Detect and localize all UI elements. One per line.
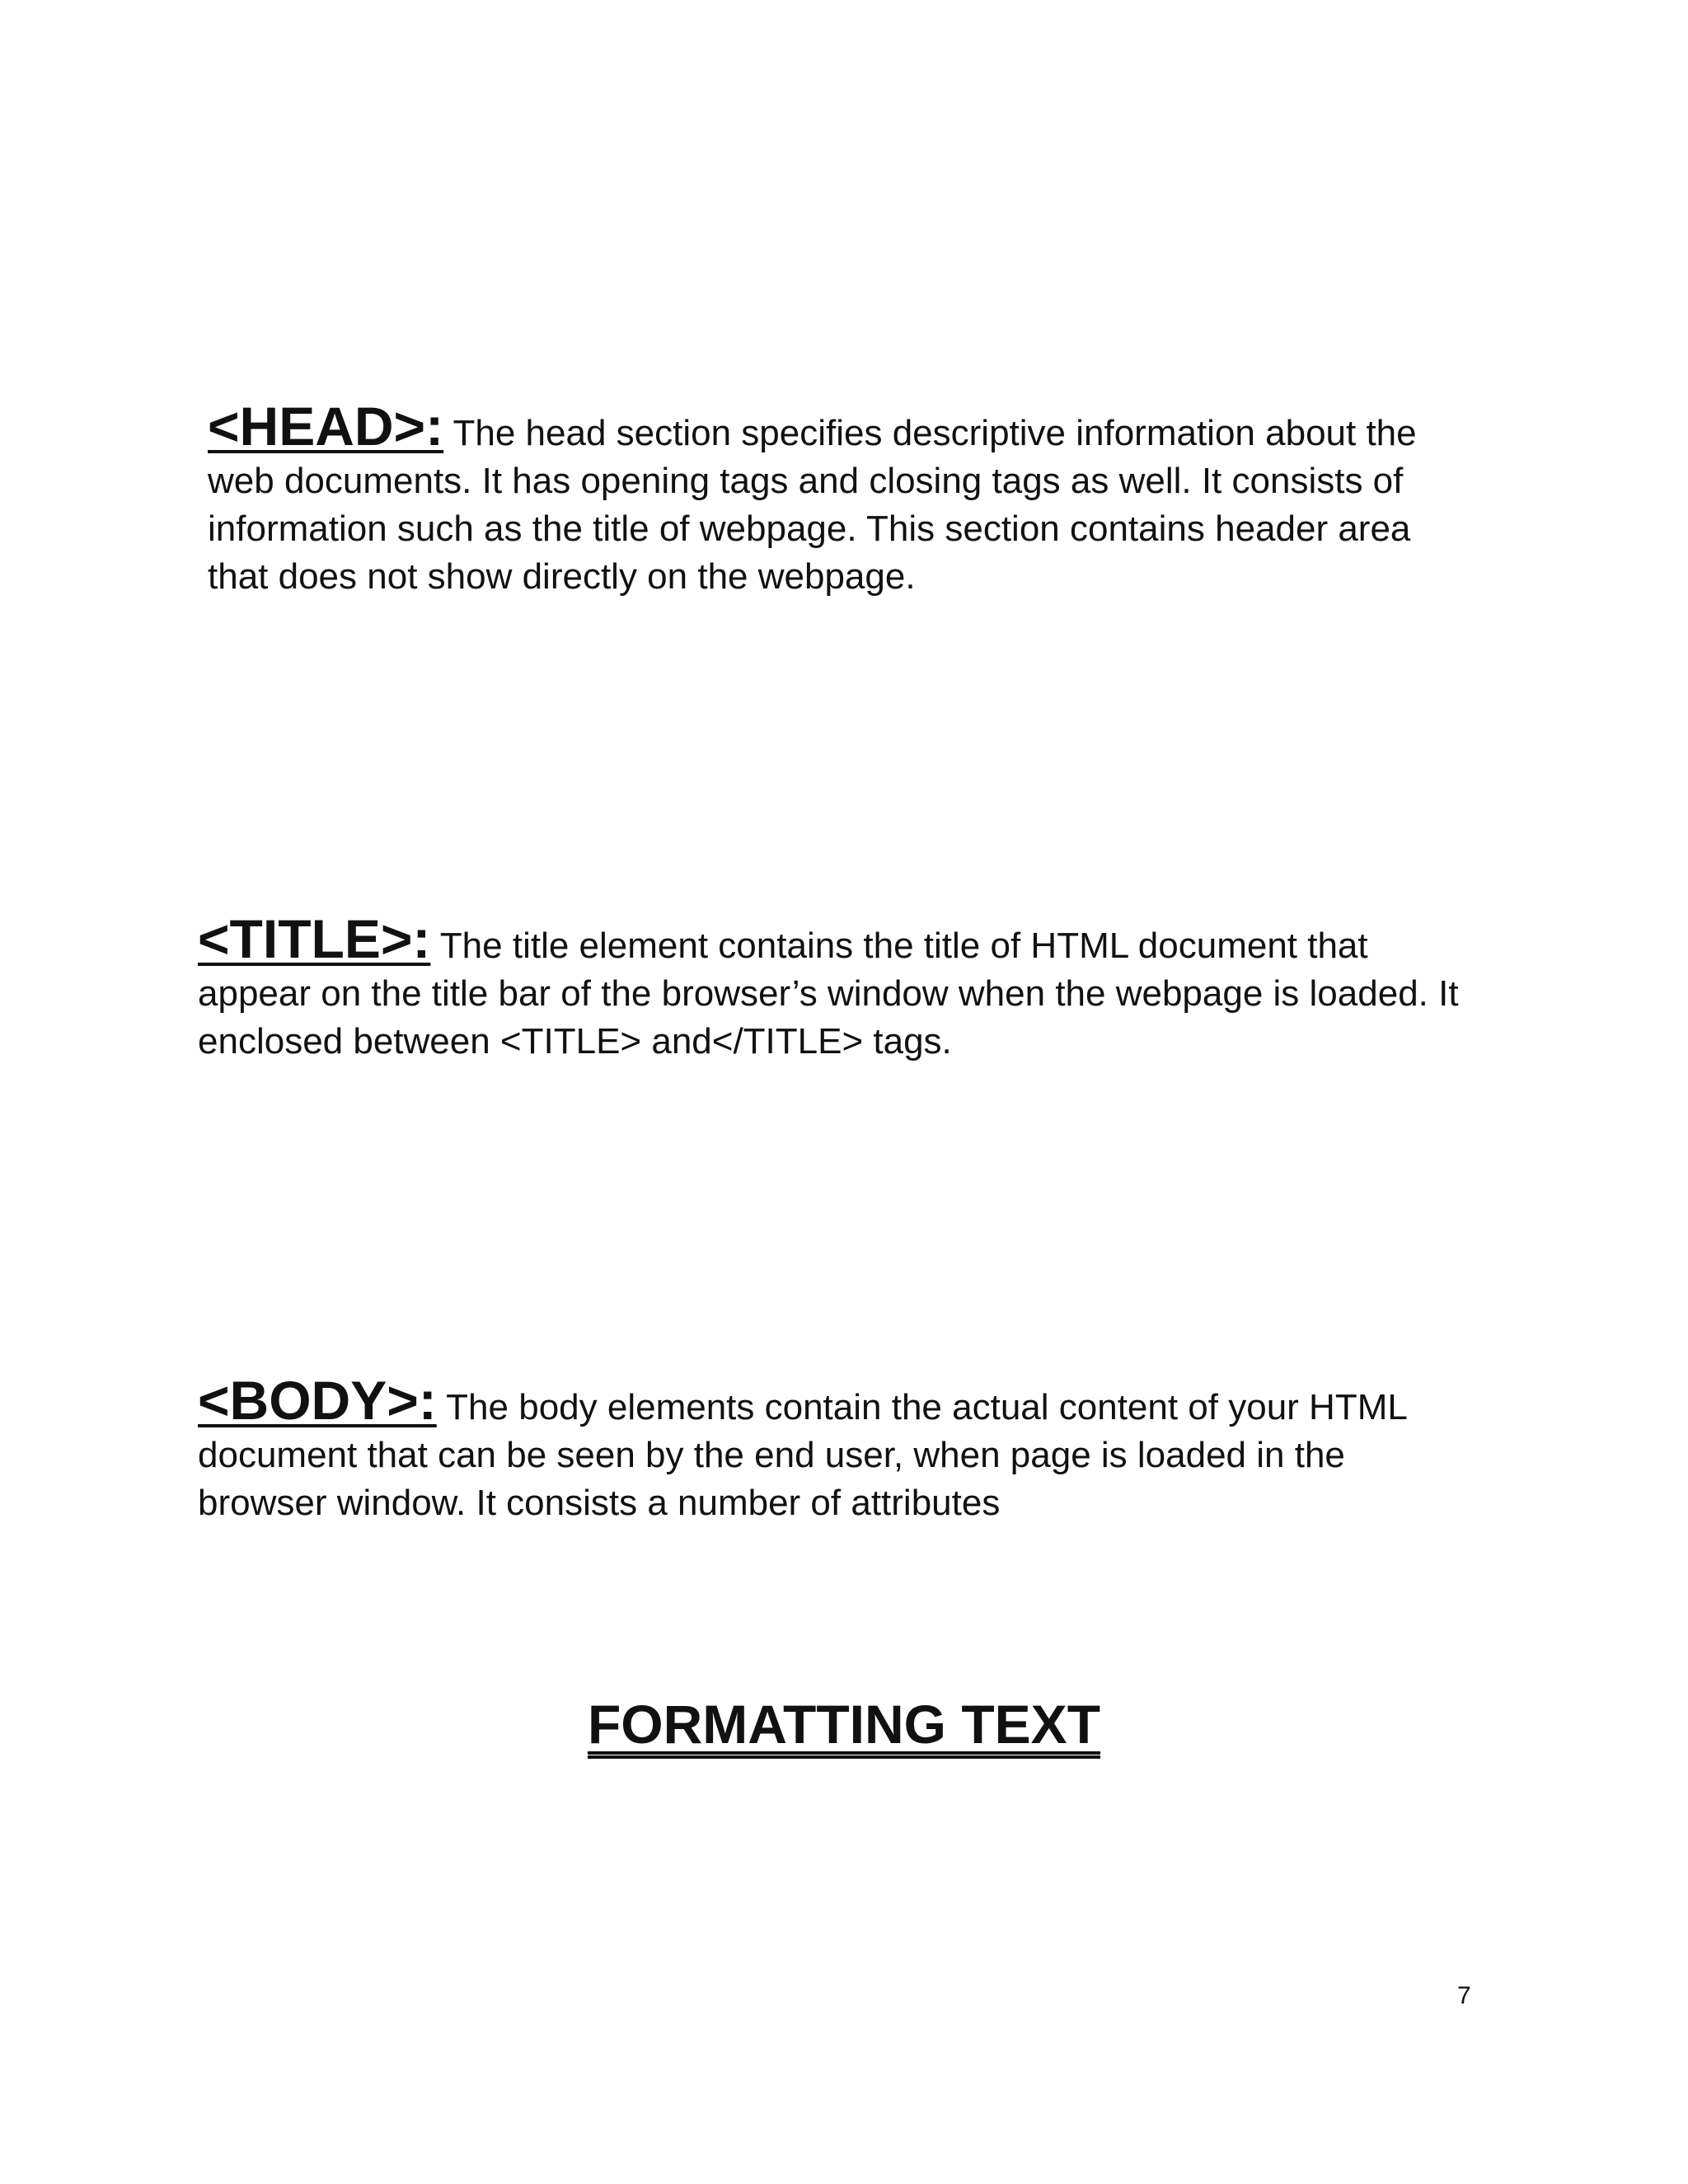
heading-label: FORMATTING TEXT [587, 1694, 1101, 1755]
formatting-text-heading [0, 1691, 1688, 1757]
page-number: 7 [1457, 1982, 1471, 2009]
body-term: <BODY>: [198, 1370, 437, 1431]
title-section-paragraph [198, 908, 1477, 1066]
head-term: <HEAD>: [208, 396, 444, 457]
title-term: <TITLE>: [198, 908, 431, 969]
body-section-paragraph [198, 1370, 1467, 1527]
title-description: The title element contains the title of HTML document that appear on the title bar of the browser’s window when the webpage is loaded. It enclosed between <TITLE> and</TITLE> tags. [198, 926, 1459, 1062]
body-description: The body elements contain the actual content of your HTML document that can be seen by the end user, when page is loaded in the browser window. It consists a number of attributes [198, 1387, 1407, 1523]
head-description: The head section specifies descriptive information about the web documents. It has opening tags and closing tags as well. It consists of information such as the title of webpage. This section contains header area that does not show directly on the webpage. [208, 413, 1417, 597]
head-section-paragraph [208, 396, 1477, 601]
